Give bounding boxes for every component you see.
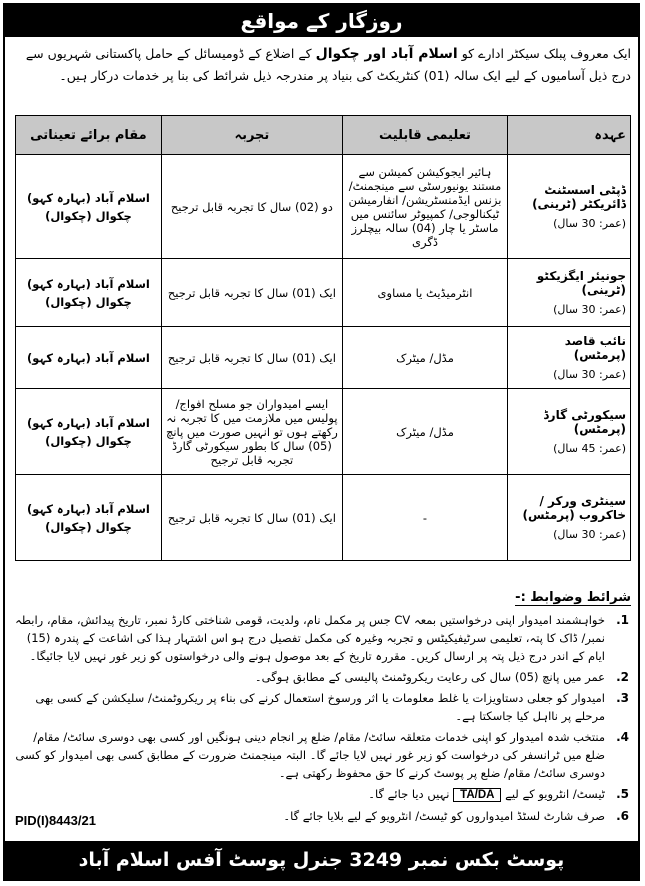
condition-text: منتخب شدہ امیدوار کو اپنی خدمات متعلقہ سائٹ/ مقام/ ضلع پر انجام دینی ہونگیں اور کسی بھی دوسری سائٹ/ مقام/ ضلع میں ٹرانسفر کی درخواست کو زیر غور نہیں لایا جائے گا۔ البتہ مینجمنٹ ضرورت کے مطابق کسی بھی امیدوار کو کسی دوسری سائٹ/ مقام/ ضلع پر پوسٹ کرنے کا حق محفوظ رکھتی ہے۔ [15,730,605,780]
location-primary: اسلام آباد (بہارہ کہو) [27,415,150,430]
list-item [15,689,631,725]
condition-text: عمر میں پانچ (05) سال کی رعایت ریکروٹمنٹ پالیسی کے مطابق ہوگی۔ [254,670,605,684]
post-title: سینٹری ورکر / خاکروب (پرمٹس) [522,494,626,522]
post-cell [508,389,631,475]
location-secondary: چکوال (چکوال) [45,433,132,448]
experience-cell: ایک (01) سال کا تجربہ قابل ترجیح [161,475,342,561]
jobs-table [15,115,631,561]
list-item [15,611,631,665]
post-title: نائب قاصد (پرمٹس) [564,334,626,362]
location-primary: اسلام آباد (بہارہ کہو) [27,276,150,291]
condition-number: 5. [616,787,629,801]
list-item [15,728,631,782]
location-secondary: چکوال (چکوال) [45,208,132,223]
ta-da-badge: TA/DA [453,788,501,802]
post-age: (عمر: 30 سال) [553,368,626,381]
post-title: ڈپٹی اسسٹنٹ ڈائریکٹر (ٹرینی) [532,183,626,211]
list-item [15,668,631,686]
header-post: عہدہ [508,116,631,155]
list-item [15,785,631,804]
pid-number: PID(I)8443/21 [15,813,96,828]
footer-address-banner: پوسٹ بکس نمبر 3249 جنرل پوسٹ آفس اسلام آباد [5,841,638,879]
experience-cell: ایک (01) سال کا تجربہ قابل ترجیح [161,327,342,389]
location-secondary: چکوال (چکوال) [45,294,132,309]
header-qualification: تعلیمی قابلیت [342,116,507,155]
post-cell [508,327,631,389]
qualification-cell: - [342,475,507,561]
post-title: سیکورٹی گارڈ (پرمٹس) [543,408,626,436]
list-item [15,807,631,825]
experience-cell: دو (02) سال کا تجربہ قابل ترجیح [161,155,342,259]
post-age: (عمر: 45 سال) [553,442,626,455]
location-cell [16,155,162,259]
condition-number: 4. [616,730,629,744]
conditions-title [15,590,631,605]
post-title: جونیئر ایگزیکٹو (ٹرینی) [536,269,626,297]
condition-text: امیدوار کو جعلی دستاویزات یا غلط معلومات یا اثر ورسوخ استعمال کرنے کی بناء پر ریکروٹمنٹ/ سلیکشن کے کسی بھی مرحلے پر نااہل کیا جاسکتا ہے۔ [35,691,605,723]
qualification-cell: ہائیر ایجوکیشن کمیشن سے مستند یونیورسٹی سے مینجمنٹ/ بزنس ایڈمنسٹریشن/ انفارمیشن ٹیکنالوجی/ کمپیوٹر سائنس میں ماسٹر یا چار (04) سالہ بیچلرز ڈگری [342,155,507,259]
qualification-cell: مڈل/ میٹرک [342,389,507,475]
condition-text-after: نہیں دیا جائے گا۔ [368,787,450,801]
ad-title-banner: روزگار کے مواقع [5,5,638,37]
table-row [16,475,631,561]
header-location: مقام برائے تعیناتی [16,116,162,155]
condition-number: 2. [616,670,629,684]
location-primary: اسلام آباد (بہارہ کہو) [27,350,150,365]
intro-paragraph [15,43,631,87]
location-primary: اسلام آباد (بہارہ کہو) [27,190,150,205]
location-cell [16,389,162,475]
qualification-cell: مڈل/ میٹرک [342,327,507,389]
intro-part2: کے اضلاع کے ڈومیسائل کے حامل پاکستانی شہریوں سے درج ذیل آسامیوں کے لیے ایک سالہ (01) کنٹریکٹ کی بنیاد پر مندرجہ ذیل شرائط کی بنا پر خدمات درکار ہیں۔ [25,46,631,83]
header-experience: تجربہ [161,116,342,155]
experience-cell: ایک (01) سال کا تجربہ قابل ترجیح [161,259,342,327]
condition-text: صرف شارٹ لسٹڈ امیدواروں کو ٹیسٹ/ انٹرویو کے لیے بلایا جائے گا۔ [283,809,605,823]
qualification-cell: انٹرمیڈیٹ یا مساوی [342,259,507,327]
condition-text: خواہشمند امیدوار اپنی درخواستیں بمعہ CV جس پر مکمل نام، ولدیت، قومی شناختی کارڈ نمبر، تاریخ پیدائش، مقام، رابطہ نمبر/ ڈاک کا پتہ، تعلیمی سرٹیفیکیٹس و تجربہ وغیرہ کی مکمل تفصیل درج ہو اس اشتہار ہذا کی اشاعت کے پندرہ (15) ایام کے اندر درج ذیل پتہ پر ارسال کریں۔ مقررہ تاریخ کے بعد موصول ہونے والی درخواستوں کو زیر غور نہیں لایا جائیگا۔ [15,613,605,663]
intro-cities: اسلام آباد اور چکوال [315,46,458,62]
post-age: (عمر: 30 سال) [553,303,626,316]
location-secondary: چکوال (چکوال) [45,519,132,534]
conditions-title-text: شرائط وضوابط :- [515,590,631,605]
condition-number: 6. [616,809,629,823]
intro-part1: ایک معروف پبلک سیکٹر ادارے کو [461,46,631,61]
condition-number: 3. [616,691,629,705]
table-row [16,389,631,475]
table-row [16,327,631,389]
post-cell [508,475,631,561]
experience-cell: ایسے امیدواران جو مسلح افواج/ پولیس میں ملازمت میں کا تجربہ نہ رکھتے ہوں تو انہیں صورت میں پانچ (05) سال کا بطور سیکورٹی گارڈ تجربہ قابل ترجیح [161,389,342,475]
table-row [16,155,631,259]
table-row [16,259,631,327]
post-cell [508,259,631,327]
condition-number: 1. [616,613,629,627]
location-cell [16,475,162,561]
location-cell [16,327,162,389]
condition-text: ٹیسٹ/ انٹرویو کے لیے [505,787,605,801]
post-cell [508,155,631,259]
post-age: (عمر: 30 سال) [553,528,626,541]
post-age: (عمر: 30 سال) [553,217,626,230]
location-cell [16,259,162,327]
location-primary: اسلام آباد (بہارہ کہو) [27,501,150,516]
ad-frame [3,3,640,881]
conditions-list [15,611,631,828]
table-header-row [16,116,631,155]
